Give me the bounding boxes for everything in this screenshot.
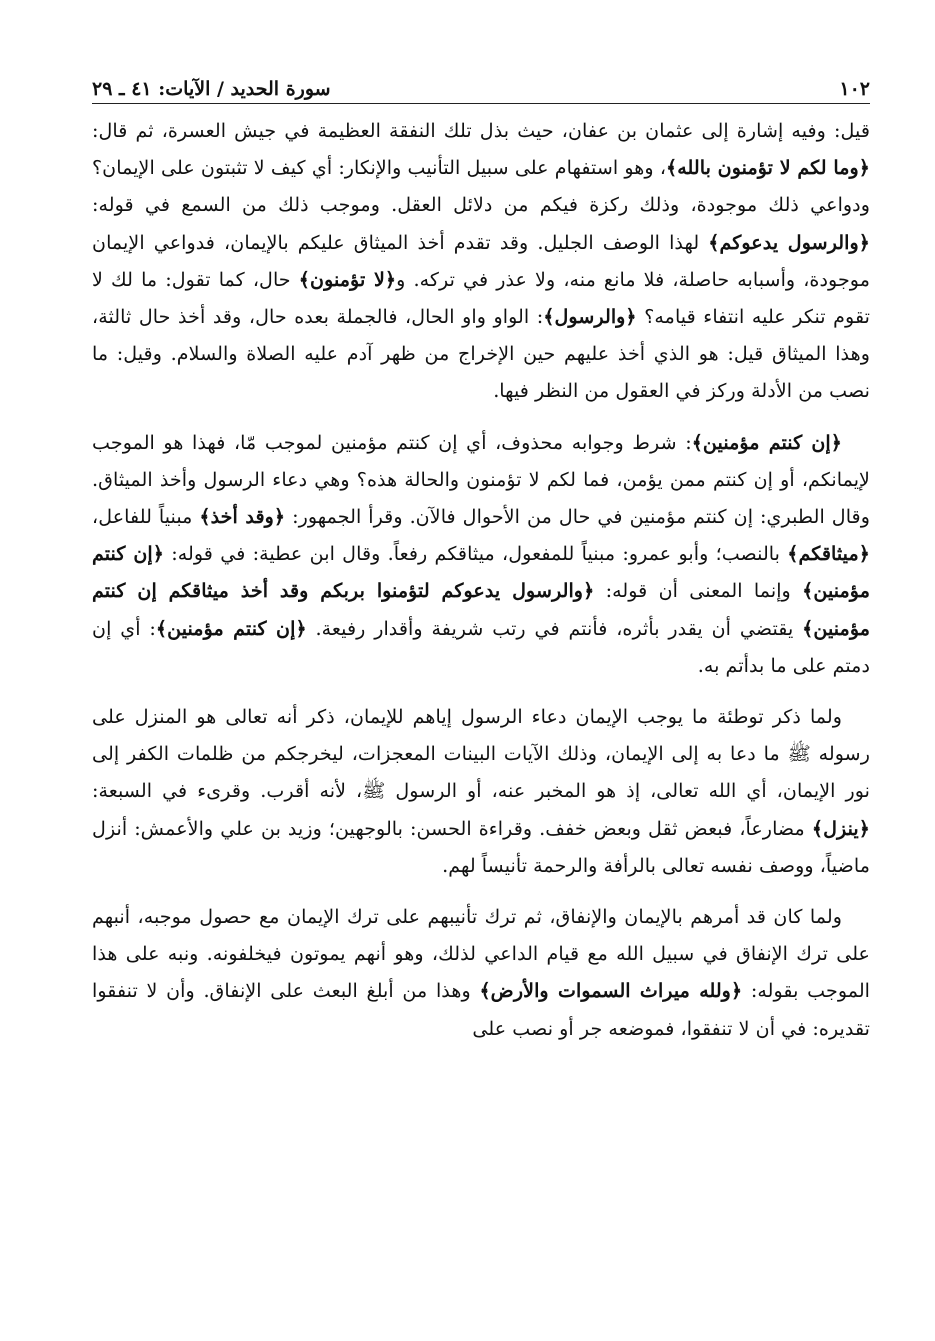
quran-quote: ﴿إن كنتم مؤمنين﴾ — [691, 430, 842, 454]
quran-quote: ﴿وقد أخذ﴾ — [199, 505, 286, 529]
quran-quote: ﴿ولله ميراث السموات والأرض﴾ — [479, 979, 743, 1003]
text-run: وإنما المعنى أن قوله: — [594, 579, 803, 603]
quran-quote: ﴿لا تؤمنون﴾ — [298, 267, 397, 291]
quran-quote: ﴿والرسول يدعوكم﴾ — [708, 230, 870, 254]
text-run: بالنصب؛ وأبو عمرو: مبنياً للمفعول، ميثاقكم رفعاً. وقال ابن عطية: في قوله: — [164, 542, 788, 566]
quran-quote: ﴿ميثاقكم﴾ — [787, 542, 870, 566]
quran-quote: ﴿إن كنتم مؤمنين﴾ — [92, 542, 870, 603]
text-run: ولما ذكر توطئة ما يوجب الإيمان دعاء الرسول إياهم للإيمان، ذكر أنه تعالى هو المنزل على رسوله ﷺ ما دعا به إلى الإيمان، وذلك الآيات البينات المعجزات، ليخرجكم من ظلمات الكفر إلى نور الإيمان، أي الله تعالى، إذ هو المخبر عنه، أو الرسول ﷺ، لأنه أقرب. وقرىء في السبعة: — [92, 705, 870, 803]
text-run: : الواو واو الحال، فالجملة بعده حال، وقد أخذ حال ثالثة، وهذا الميثاق قيل: هو الذي أخذ عليهم حين الإخراج من ظهر آدم عليه الصلاة والسلام. وقيل: ما نصب من الأدلة وركز في العقول من النظر فيها. — [92, 305, 870, 403]
quran-quote: ﴿ينزل﴾ — [811, 816, 870, 840]
text-run: : شرط وجوابه محذوف، أي إن كنتم مؤمنين لموجب مّا، فهذا هو الموجب لإيمانكم، أو إن كنتم ممن يؤمن، فما لكم لا تؤمنون والحالة هذه؟ وهي دعاء الرسول وأخذ الميثاق. وقال الطبري: إن كنتم مؤمنين في حال من الأحوال فالآن. وقرأ الجمهور: — [92, 430, 870, 529]
quran-quote: ﴿إن كنتم مؤمنين﴾ — [155, 616, 307, 640]
text-run: مضارعاً، فبعض ثقل وبعض خفف. وقراءة الحسن: بالوجهين؛ وزيد بن علي والأعمش: أنزل ماضياً، ووصف نفسه تعالى بالرأفة والرحمة تأنيساً لهم. — [92, 816, 870, 877]
text-run: ، وهو استفهام على سبيل التأنيب والإنكار: أي كيف لا تثبتون على الإيمان؟ ودواعي ذلك موجودة، وذلك ركزة فيكم من دلائل العقل. وموجب ذلك من السمع في قوله: — [92, 156, 870, 217]
quran-quote: ﴿والرسول﴾ — [543, 305, 637, 329]
paragraph — [92, 698, 870, 884]
text-run: حال، كما تقول: ما لك لا تقوم تنكر عليه انتفاء قيامه؟ — [92, 267, 870, 329]
page-header — [92, 70, 870, 104]
page-number: ١٠٢ — [839, 78, 870, 100]
text-run: لهذا الوصف الجليل. وقد تقدم أخذ الميثاق عليكم بالإيمان، فدواعي الإيمان موجودة، وأسبابه حاصلة، فلا مانع منه، ولا عذر في تركه. و — [92, 230, 870, 291]
text-run: يقتضي أن يقدر بأثره، فأنتم في رتب شريفة وأقدار رفيعة. — [306, 616, 803, 640]
text-run: قيل: وفيه إشارة إلى عثمان بن عفان، حيث بذل تلك النفقة العظيمة في جيش العسرة، ثم قال: — [92, 119, 870, 142]
paragraph — [92, 112, 870, 410]
quran-quote: ﴿والرسول يدعوكم لتؤمنوا بربكم وقد أخذ ميثاقكم إن كنتم مؤمنين﴾ — [92, 579, 871, 640]
text-run: : أي إن دمتم على ما بدأتم به. — [92, 616, 870, 677]
text-run: وهذا من أبلغ البعث على الإنفاق. وأن لا تنفقوا تقديره: في أن لا تنفقوا، فموضعه جر أو نصب على — [92, 979, 870, 1040]
document-page — [92, 70, 870, 1270]
paragraph — [92, 424, 870, 684]
text-run: ولما كان قد أمرهم بالإيمان والإنفاق، ثم ترك تأنيبهم على ترك الإيمان مع حصول موجبه، أنبهم على ترك الإنفاق في سبيل الله مع قيام الداعي لذلك، وهو أنهم يموتون فيخلفونه. ونبه على هذا الموجب بقوله: — [92, 905, 870, 1003]
quran-quote: ﴿وما لكم لا تؤمنون بالله﴾ — [666, 156, 870, 180]
paragraph — [92, 898, 870, 1047]
text-run: مبنياً للفاعل، — [92, 505, 200, 529]
body-text — [92, 112, 870, 1047]
running-title: سورة الحديد / الآيات: ٤١ ـ ٢٩ — [92, 78, 331, 100]
